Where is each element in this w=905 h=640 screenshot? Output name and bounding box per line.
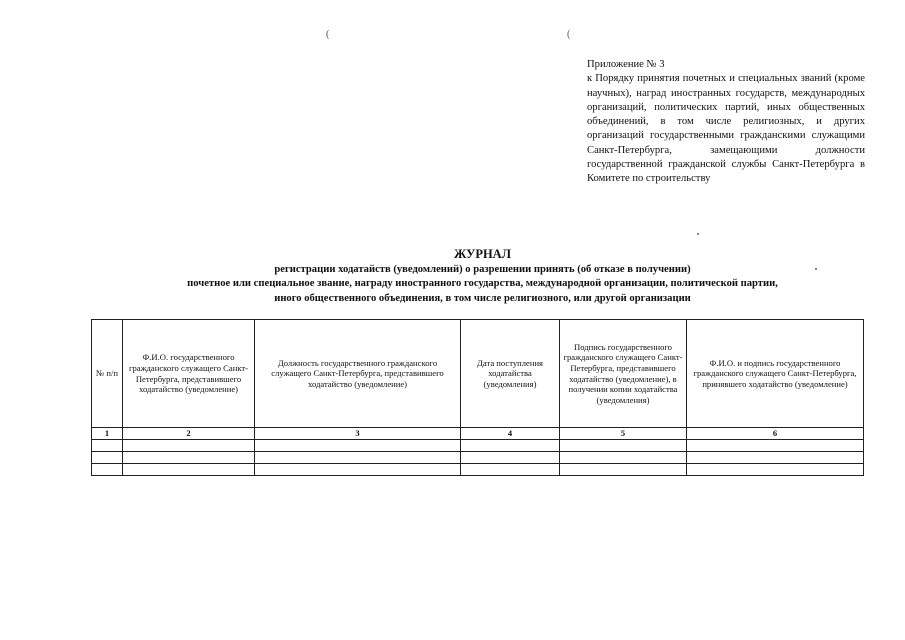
table-cell <box>687 463 864 475</box>
table-header-row <box>92 320 864 428</box>
journal-table <box>91 319 864 476</box>
scan-speck <box>815 268 817 270</box>
column-number: 3 <box>255 428 461 440</box>
annex-text: к Порядку принятия почетных и специальных званий (кроме научных), наград иностранных государств, международных организаций, политических партий, иных общественных объединений, в том числе религиозных, и других организаций государственными гражданскими служащими Санкт-Петербурга, замещающими должности государственной гражданской службы Санкт-Петербурга в Комитете по строительству <box>587 73 865 185</box>
table-cell <box>92 463 123 475</box>
column-number: 1 <box>92 428 123 440</box>
table-row <box>92 463 864 475</box>
table-cell <box>461 439 560 451</box>
table-cell <box>92 439 123 451</box>
header-cell-number: № п/п <box>92 320 123 428</box>
table-cell <box>461 463 560 475</box>
header-cell-fio: Ф.И.О. государственного гражданского служащего Санкт-Петербурга, представившего ходатайство (уведомление) <box>123 320 255 428</box>
scan-mark-left: ( <box>326 29 330 40</box>
table-cell <box>123 451 255 463</box>
column-number: 4 <box>461 428 560 440</box>
annex-number: Приложение № 3 <box>587 59 665 70</box>
journal-subtitle-line-2: почетное или специальное звание, награду иностранного государства, международной организации, политической партии, <box>187 278 778 289</box>
table-row <box>92 451 864 463</box>
column-number: 2 <box>123 428 255 440</box>
table-row <box>92 439 864 451</box>
table-cell <box>92 451 123 463</box>
table-cell <box>560 439 687 451</box>
table-cell <box>255 463 461 475</box>
journal-subtitle-line-1: регистрации ходатайств (уведомлений) о разрешении принять (об отказе в получении) <box>274 263 691 275</box>
journal-title-block <box>100 247 865 306</box>
table-column-numbers-row <box>92 428 864 440</box>
journal-title: ЖУРНАЛ <box>453 247 512 261</box>
table-cell <box>461 451 560 463</box>
annex-block <box>587 58 865 187</box>
table-cell <box>560 463 687 475</box>
table-cell <box>560 451 687 463</box>
table-cell <box>687 451 864 463</box>
column-number: 5 <box>560 428 687 440</box>
header-cell-receiver: Ф.И.О. и подпись государственного гражданского служащего Санкт-Петербурга, принявшего ходатайство (уведомление) <box>687 320 864 428</box>
table-cell <box>123 463 255 475</box>
header-cell-date: Дата поступления ходатайства (уведомления) <box>461 320 560 428</box>
scan-mark-right: ( <box>567 29 571 40</box>
header-cell-position: Должность государственного гражданского служащего Санкт-Петербурга, представившего ходатайство (уведомление) <box>255 320 461 428</box>
column-number: 6 <box>687 428 864 440</box>
table-cell <box>255 451 461 463</box>
table-cell <box>255 439 461 451</box>
table-cell <box>123 439 255 451</box>
table-cell <box>687 439 864 451</box>
scan-speck <box>697 233 699 235</box>
journal-subtitle-line-3: иного общественного объединения, в том числе религиозного, или другой организации <box>274 292 691 304</box>
header-cell-signature: Подпись государственного гражданского служащего Санкт-Петербурга, представившего ходатайство (уведомление), в получении копии ходатайства (уведомления) <box>560 320 687 428</box>
